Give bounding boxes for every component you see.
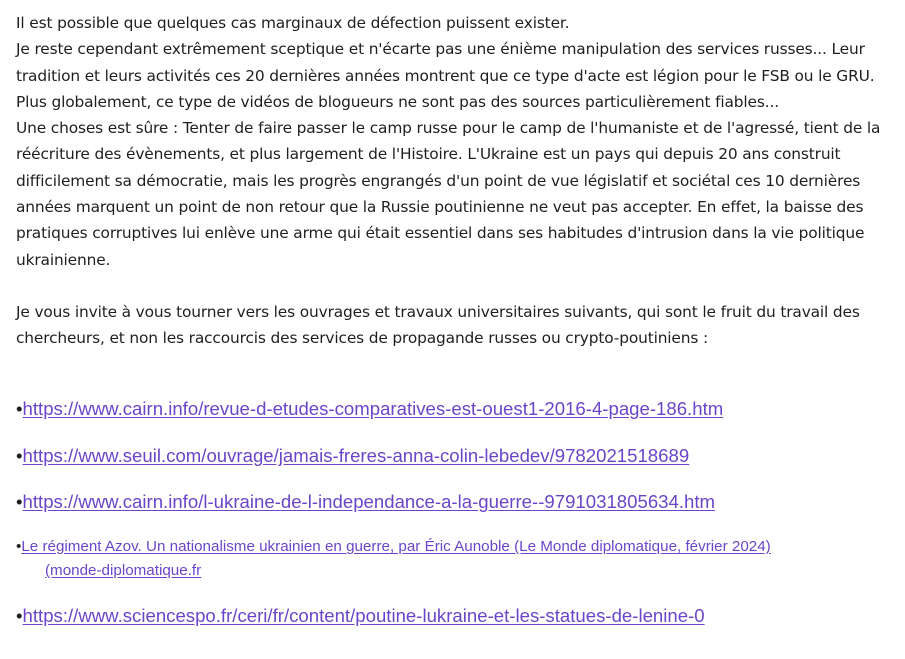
bullet-icon: •: [16, 538, 22, 555]
paragraph-sources: Plus globalement, ce type de vidéos de blogueurs ne sont pas des sources particulièrement fiables...: [16, 92, 779, 111]
paragraph-invitation: Je vous invite à vous tourner vers les ouvrages et travaux universitaires suivants, qui sont le fruit du travail des chercheurs, et non les raccourcis des services de propagande russes ou crypto-poutiniens :: [16, 302, 860, 348]
paragraph-ukraine: Une choses est sûre : Tenter de faire passer le camp russe pour le camp de l'humaniste et de l'agressé, tient de la réécriture des évènements, et plus largement de l'Histoire. L'Ukraine est un pays qui depuis 20 ans construit difficilement sa démocratie, mais les progrès engrangés d'un point de vue législatif et sociétal ces 10 dernières années marquent un point de non retour que la Russie poutinienne ne veut pas accepter. En effet, la baisse des pratiques corruptives lui enlève une arme qui était essentiel dans ses habitudes d'intrusion dans la vie politique ukrainienne.: [16, 119, 881, 269]
reference-link-cairn-1[interactable]: https://www.cairn.info/revue-d-etudes-comparatives-est-ouest1-2016-4-page-186.htm: [22, 398, 724, 419]
paragraph-gap: [16, 273, 896, 299]
bullet-icon: •: [16, 398, 23, 419]
reference-link-source: (monde-diplomatique.fr: [45, 562, 202, 579]
paragraph-skeptic: Je reste cependant extrêmement sceptique et n'écarte pas une énième manipulation des services russes... Leur tradition et leurs activités ces 20 dernières années montrent que ce type d'acte est légion pour le FSB ou le GRU.: [16, 40, 875, 85]
reference-item: [16, 535, 771, 583]
bullet-icon: •: [16, 491, 23, 512]
reference-link-sciencespo[interactable]: https://www.sciencespo.fr/ceri/fr/content/poutine-lukraine-et-les-statues-de-lenine-0: [22, 605, 705, 626]
reference-item: [16, 487, 715, 517]
reference-link-monde-diplomatique[interactable]: [16, 538, 771, 583]
bullet-icon: •: [16, 445, 23, 466]
reference-item: [16, 394, 723, 424]
reference-link-title: Le régiment Azov. Un nationalisme ukrainien en guerre, par Éric Aunoble (Le Monde diplomatique, février 2024): [21, 538, 771, 555]
reference-item: [16, 441, 689, 471]
paragraph-intro: Il est possible que quelques cas marginaux de défection puissent exister.: [16, 14, 570, 32]
bullet-icon: •: [16, 605, 23, 626]
reference-link-seuil[interactable]: https://www.seuil.com/ouvrage/jamais-freres-anna-colin-lebedev/9782021518689: [22, 445, 690, 466]
reference-item: [16, 601, 705, 631]
reference-link-cairn-2[interactable]: https://www.cairn.info/l-ukraine-de-l-independance-a-la-guerre--9791031805634.htm: [22, 491, 716, 512]
comment-body: [16, 10, 896, 352]
